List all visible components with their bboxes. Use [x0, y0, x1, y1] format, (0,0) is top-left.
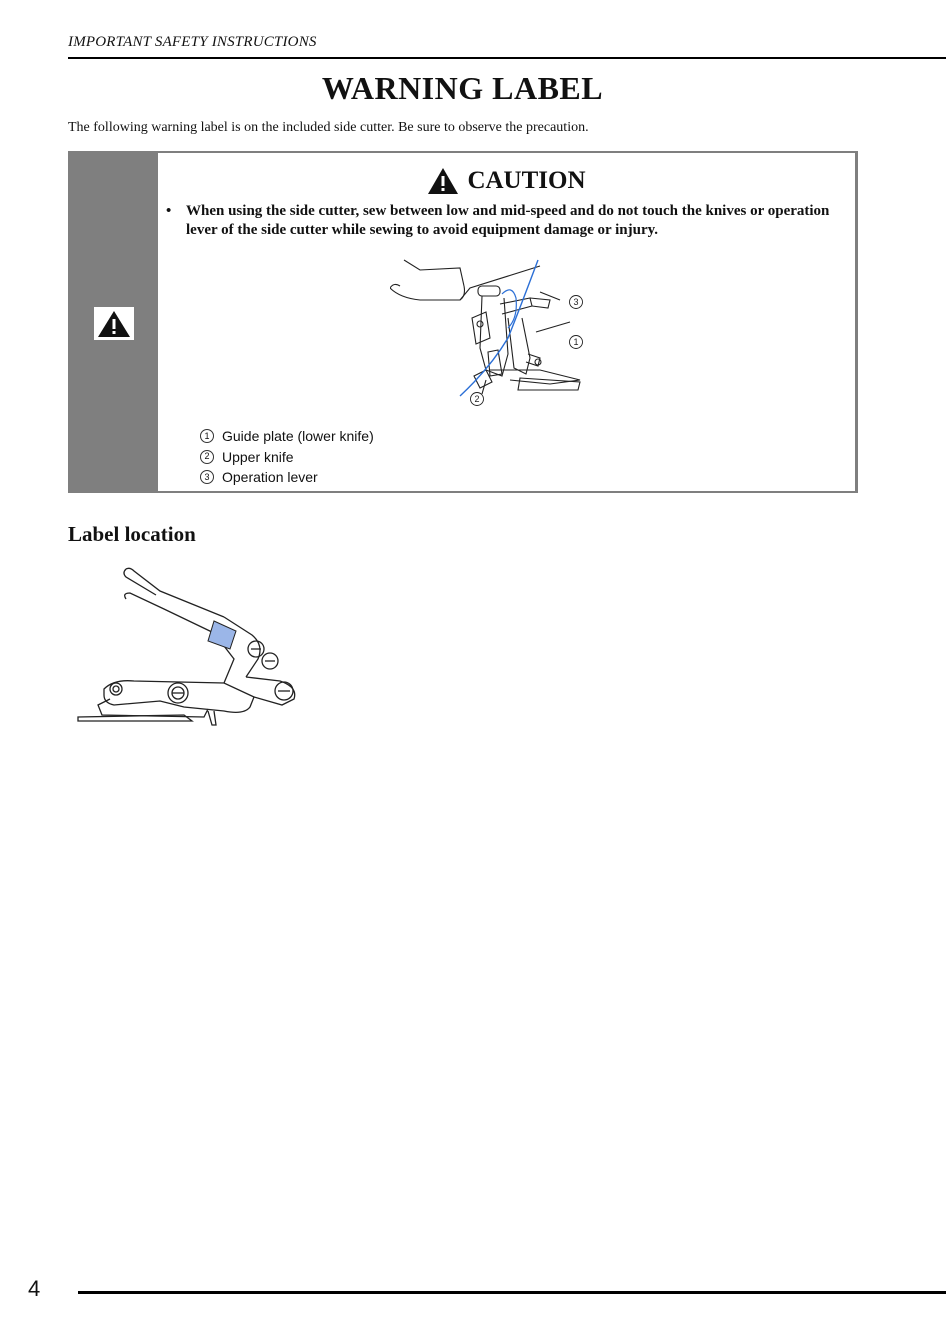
- side-cutter-attached-illustration: [390, 258, 620, 418]
- legend-label: Operation lever: [222, 469, 318, 486]
- legend-number: 2: [200, 450, 214, 464]
- callout-2: 2: [474, 394, 480, 404]
- caution-heading: [158, 167, 855, 195]
- section-heading: Label location: [68, 522, 196, 546]
- caution-bullet: [166, 202, 836, 240]
- bullet-dot: •: [166, 203, 172, 219]
- legend-number: 3: [200, 470, 214, 484]
- caution-panel: [158, 153, 855, 491]
- warning-label-highlight: [208, 621, 236, 649]
- legend-label: Upper knife: [222, 448, 294, 465]
- running-header: IMPORTANT SAFETY INSTRUCTIONS: [68, 34, 317, 50]
- warning-triangle-icon: [94, 307, 134, 340]
- callout-3: 3: [573, 297, 579, 307]
- caution-bullet-text: When using the side cutter, sew between low and mid-speed and do not touch the knives or operation lever of the side cutter while sewing to avoid equipment damage or injury.: [186, 203, 830, 238]
- legend-item: [200, 426, 374, 447]
- legend-item: [200, 447, 374, 468]
- legend-item: [200, 467, 374, 488]
- footer-rule: [78, 1291, 946, 1294]
- caution-box: [68, 151, 858, 493]
- side-cutter-label-location-illustration: [74, 565, 304, 727]
- header-rule: [68, 57, 946, 59]
- caution-heading-text: CAUTION: [467, 167, 586, 194]
- legend: [200, 426, 374, 488]
- page-title: WARNING LABEL: [321, 70, 604, 106]
- legend-label: Guide plate (lower knife): [222, 428, 374, 445]
- callout-1: 1: [573, 337, 579, 347]
- page-number: 4: [28, 1276, 41, 1301]
- legend-number: 1: [200, 429, 214, 443]
- intro-text: The following warning label is on the included side cutter. Be sure to observe the precaution.: [68, 120, 589, 135]
- warning-triangle-icon: [427, 167, 459, 195]
